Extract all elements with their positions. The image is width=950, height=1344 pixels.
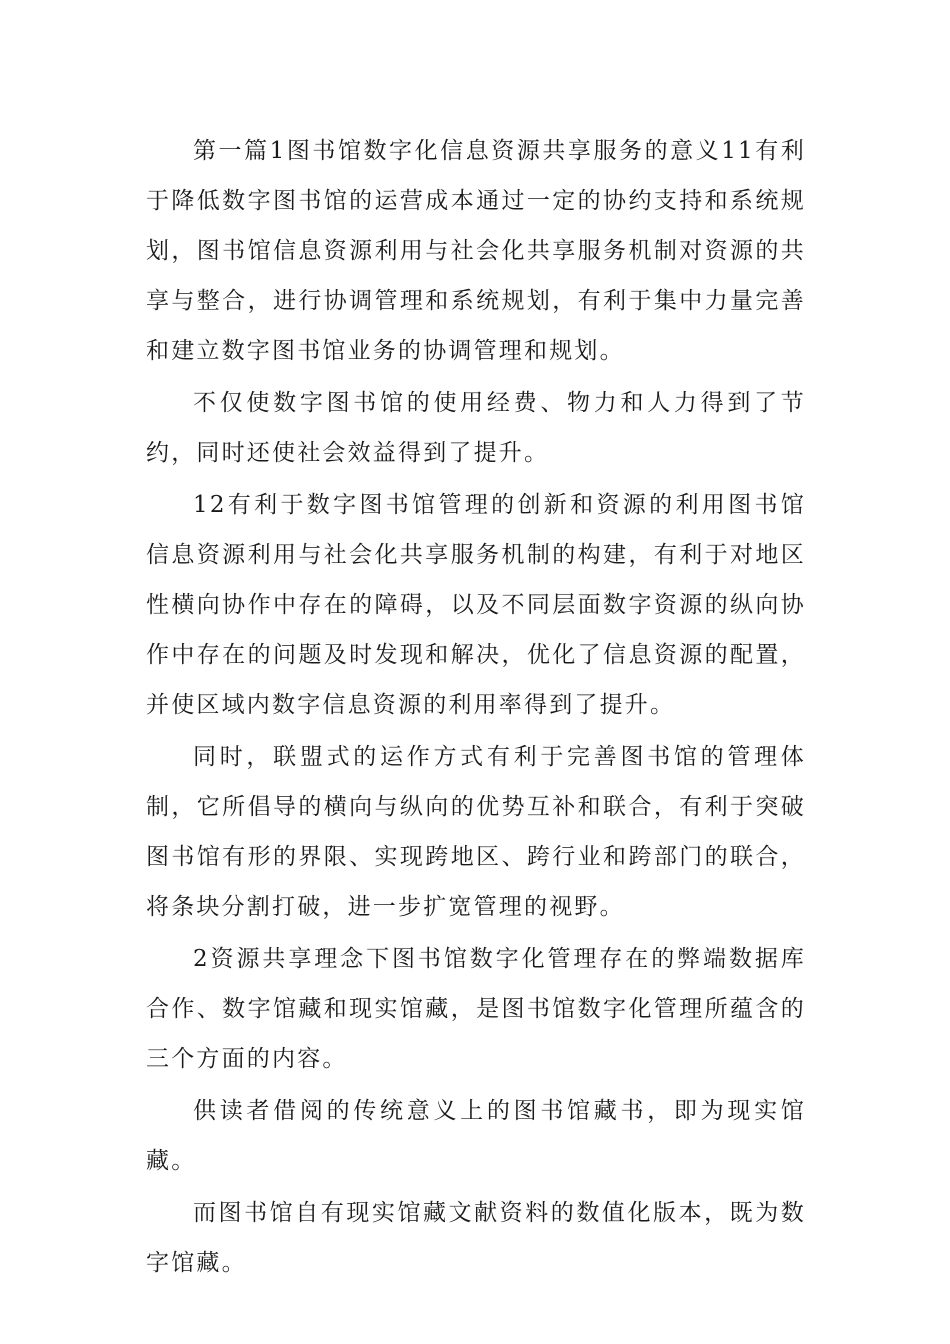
paragraph-5: 2资源共享理念下图书馆数字化管理存在的弊端数据库合作、数字馆藏和现实馆藏，是图书馆数字化管理所蕴含的三个方面的内容。 [146,946,806,1072]
paragraph-2: 不仅使数字图书馆的使用经费、物力和人力得到了节约，同时还使社会效益得到了提升。 [146,390,806,466]
document-body [146,126,806,1290]
paragraph-7: 而图书馆自有现实馆藏文献资料的数值化版本，既为数字馆藏。 [146,1200,806,1276]
paragraph-3: 12有利于数字图书馆管理的创新和资源的利用图书馆信息资源利用与社会化共享服务机制的构建，有利于对地区性横向协作中存在的障碍，以及不同层面数字资源的纵向协作中存在的问题及时发现和解决，优化了信息资源的配置，并使区域内数字信息资源的利用率得到了提升。 [146,492,806,718]
paragraph-1: 第一篇1图书馆数字化信息资源共享服务的意义11有利于降低数字图书馆的运营成本通过一定的协约支持和系统规划，图书馆信息资源利用与社会化共享服务机制对资源的共享与整合，进行协调管理和系统规划，有利于集中力量完善和建立数字图书馆业务的协调管理和规划。 [146,138,806,364]
paragraph-6: 供读者借阅的传统意义上的图书馆藏书，即为现实馆藏。 [146,1098,806,1174]
paragraph-4: 同时，联盟式的运作方式有利于完善图书馆的管理体制，它所倡导的横向与纵向的优势互补和联合，有利于突破图书馆有形的界限、实现跨地区、跨行业和跨部门的联合，将条块分割打破，进一步扩宽管理的视野。 [146,744,806,920]
